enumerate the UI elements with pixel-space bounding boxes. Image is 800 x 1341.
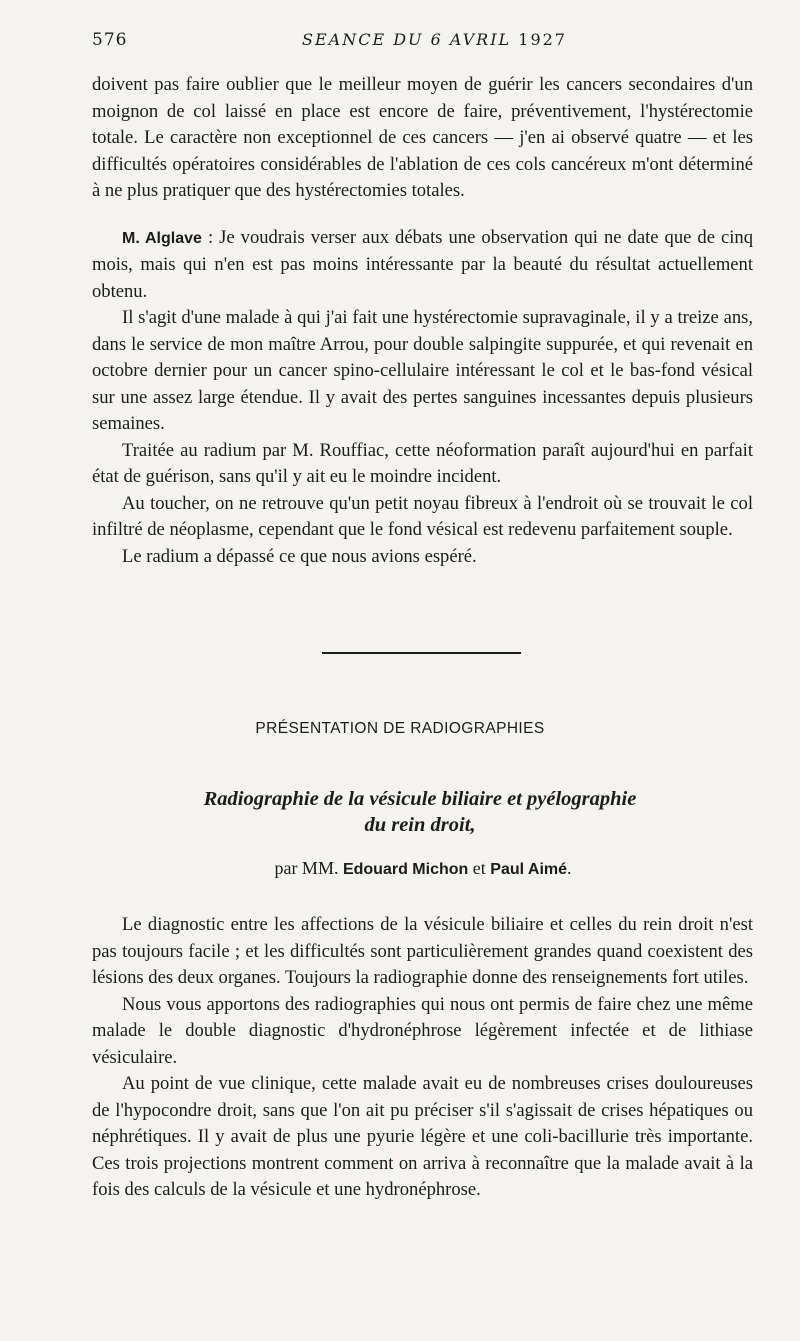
paragraph: Nous vous apportons des radiographies qui nous ont permis de faire chez une même malade le double diagnostic d'hydronéphrose légèrement infectée et de lithiase vésiculaire. bbox=[92, 993, 753, 1068]
section-title: PRÉSENTATION DE RADIOGRAPHIES bbox=[255, 720, 545, 737]
paragraph: Traitée au radium par M. Rouffiac, cette néoformation paraît aujourd'hui en parfait état de guérison, sans qu'il y ait eu le moindre incident. bbox=[92, 439, 753, 487]
running-head-text: SEANCE DU 6 AVRIL bbox=[302, 30, 512, 49]
author-name: Paul Aimé bbox=[490, 861, 568, 878]
article-title-line: du rein droit, bbox=[364, 814, 476, 836]
section-divider bbox=[322, 652, 521, 654]
running-head bbox=[302, 30, 567, 49]
authors-prefix: par MM. bbox=[274, 858, 339, 878]
paragraph: doivent pas faire oublier que le meilleur moyen de guérir les cancers secondaires d'un moignon de col laissé en place est encore de faire, préventivement, l'hystérectomie totale. Le caractère non exceptionnel de ces cancers — j'en ai observé quatre — et les difficultés opératoires considérables de l'ablation de ces cols cancéreux m'ont déterminé à ne plus pratiquer que des hystérectomies totales. bbox=[92, 74, 753, 201]
paragraph: Au toucher, on ne retrouve qu'un petit noyau fibreux à l'endroit où se trouvait le col infiltré de néoplasme, cependant que le fond vésical est redevenu parfaitement souple. bbox=[92, 492, 753, 540]
paragraph: Au point de vue clinique, cette malade avait eu de nombreuses crises douloureuses de l'hypocondre droit, sans que l'on ait pu préciser s'il s'agissait de crises hépatiques ou néphrétiques. Il y avait de plus une pyurie légère et une coli-bacillurie très importante. Ces trois projections montrent comment on arriva à reconnaître que la malade avait à la fois des calculs de la vésicule et une hydronéphrose. bbox=[92, 1073, 753, 1200]
authors-conjunction: et bbox=[472, 858, 486, 878]
paragraph: Le radium a dépassé ce que nous avions espéré. bbox=[122, 545, 477, 567]
article-title-line: Radiographie de la vésicule biliaire et pyélographie bbox=[203, 788, 637, 810]
paragraph-text: : Je voudrais verser aux débats une observation qui ne date que de cinq mois, mais qui n'en est pas moins intéressante par la beauté du résultat actuellement obtenu. bbox=[92, 226, 753, 302]
authors-line: par MM. Edouard Michon et Paul Aimé. bbox=[274, 858, 572, 878]
page-number: 576 bbox=[92, 30, 128, 50]
author-name: Edouard Michon bbox=[342, 861, 469, 878]
paragraph: Il s'agit d'une malade à qui j'ai fait une hystérectomie supravaginale, il y a treize ans, dans le service de mon maître Arrou, pour double salpingite suppurée, et qui revenait en octobre dernier pour un cancer spino-cellulaire intéressant le col et le bas-fond vésical sur une assez large étendue. Il y avait des pertes sanguines incessantes depuis plusieurs semaines. bbox=[92, 307, 753, 434]
running-head-year: 1927 bbox=[518, 30, 567, 49]
paragraph: Le diagnostic entre les affections de la vésicule biliaire et celles du rein droit n'est pas toujours facile ; et les difficultés sont particulièrement grandes quand coexistent des lésions des deux organes. Toujours la radiographie donne des renseignements fort utiles. bbox=[92, 914, 753, 988]
discussion-text bbox=[92, 72, 753, 570]
paragraph bbox=[92, 225, 753, 306]
speaker-name: M. Alglave bbox=[122, 229, 202, 247]
page-header bbox=[92, 30, 760, 54]
article-title bbox=[110, 786, 730, 838]
article-text bbox=[92, 912, 753, 1204]
